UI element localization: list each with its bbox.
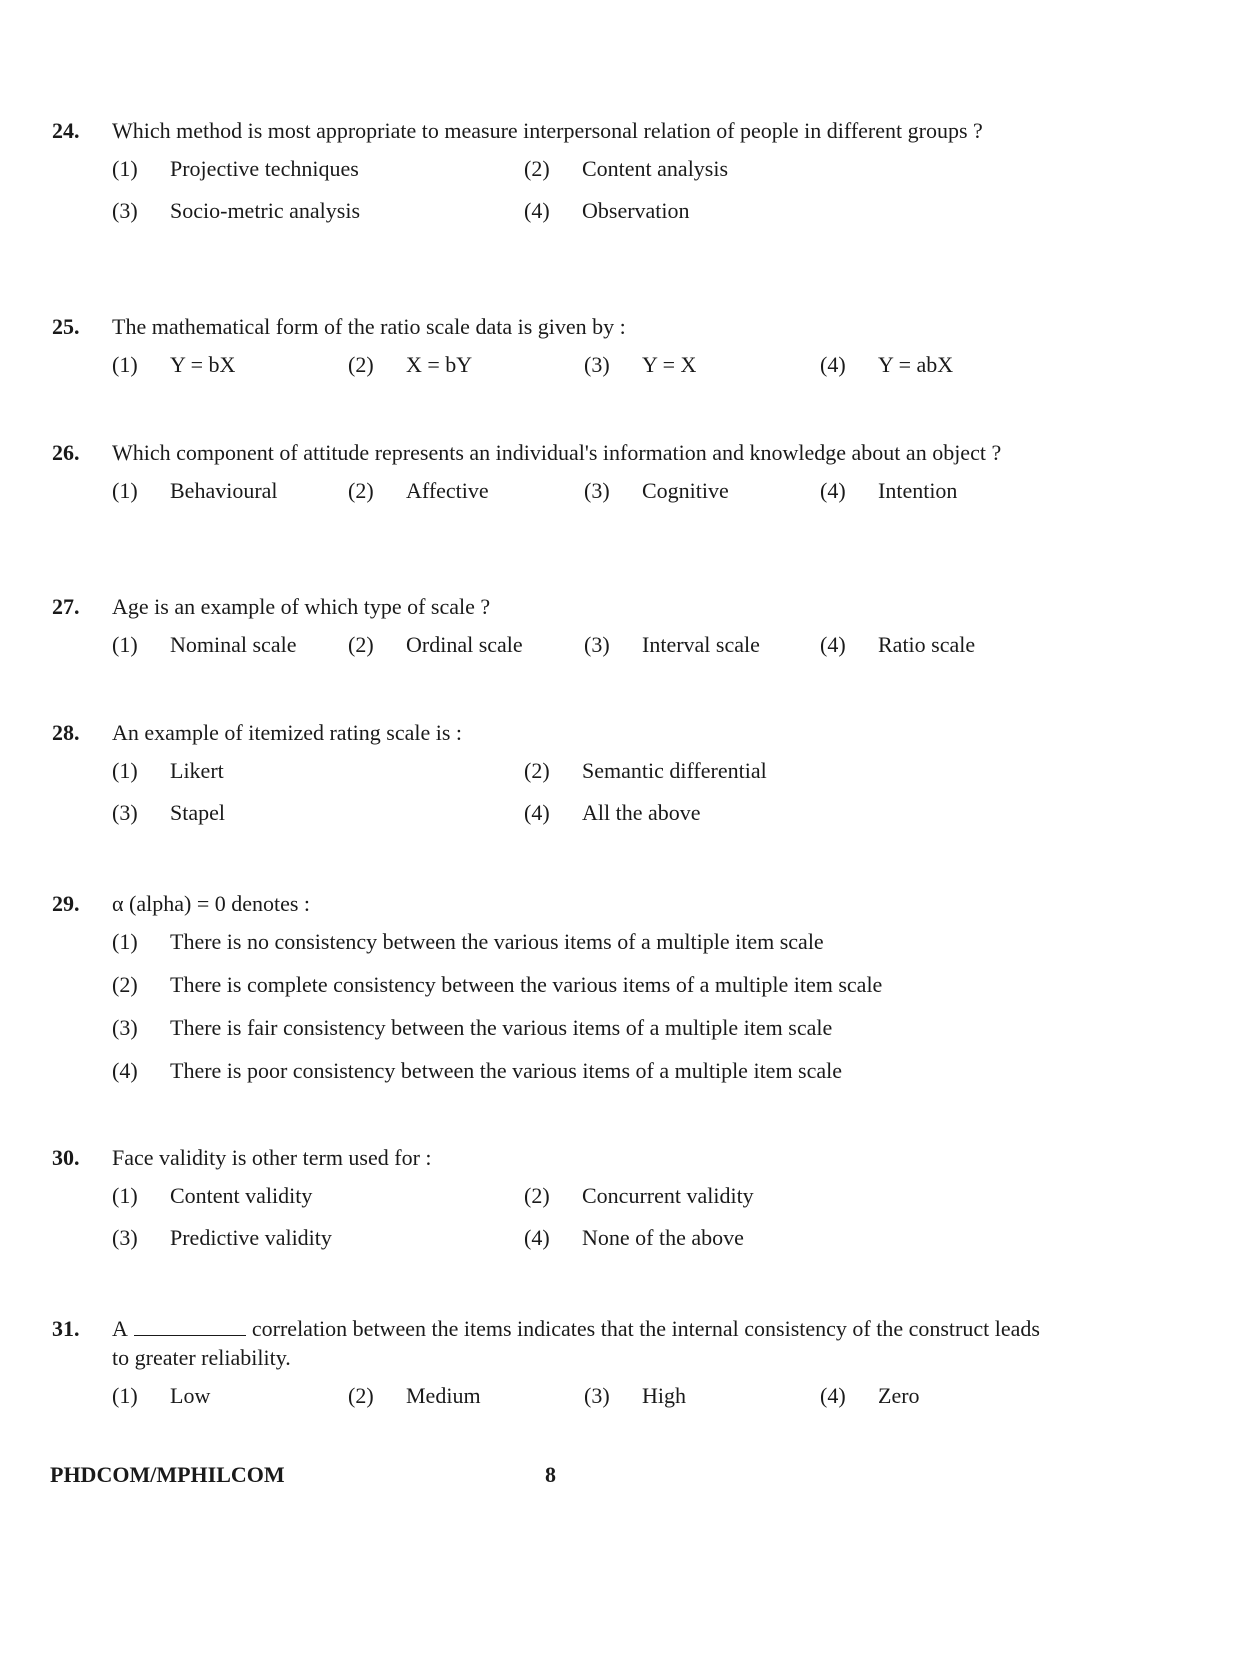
option-2: (2) There is complete consistency between the various items of a multiple item scale xyxy=(112,972,883,997)
question-number: 30. xyxy=(52,1145,80,1170)
question-text: Which method is most appropriate to measure interpersonal relation of people in different groups ? xyxy=(112,118,983,143)
page-number: 8 xyxy=(545,1462,556,1487)
question-text: Which component of attitude represents an individual's information and knowledge about an object ? xyxy=(112,440,1002,465)
option-2: (2) Concurrent validity xyxy=(524,1183,754,1208)
option-1: (1) Content validity xyxy=(112,1183,313,1208)
option-4: (4) None of the above xyxy=(524,1225,744,1250)
question-28 xyxy=(52,718,1060,840)
option-2: (2) Content analysis xyxy=(524,156,729,181)
question-text-start: A xyxy=(112,1316,128,1341)
option-4: (4) Y = abX xyxy=(820,352,954,377)
option-2: (2) X = bY xyxy=(348,352,473,377)
question-26 xyxy=(52,438,1060,518)
option-4: (4) Ratio scale xyxy=(820,632,976,657)
option-2: (2) Semantic differential xyxy=(524,758,767,783)
option-1: (1) Nominal scale xyxy=(112,632,297,657)
question-number: 26. xyxy=(52,440,80,465)
question-number: 27. xyxy=(52,594,80,619)
option-4: (4) There is poor consistency between the various items of a multiple item scale xyxy=(112,1058,843,1083)
question-text: Age is an example of which type of scale ? xyxy=(112,594,491,619)
option-3: (3) Interval scale xyxy=(584,632,760,657)
question-text-end: correlation between the items indicates that the internal consistency of the construct leads to greater reliability. xyxy=(112,1316,1040,1370)
option-4: (4) Intention xyxy=(820,478,958,503)
question-25 xyxy=(52,312,1060,392)
option-3: (3) Stapel xyxy=(112,800,225,825)
option-4: (4) Zero xyxy=(820,1383,920,1408)
question-27 xyxy=(52,592,1060,672)
option-3: (3) High xyxy=(584,1383,686,1408)
question-number: 24. xyxy=(52,118,80,143)
option-4: (4) Observation xyxy=(524,198,690,223)
option-4: (4) All the above xyxy=(524,800,701,825)
option-2: (2) Ordinal scale xyxy=(348,632,523,657)
question-text: α (alpha) = 0 denotes : xyxy=(112,891,311,916)
option-3: (3) There is fair consistency between the various items of a multiple item scale xyxy=(112,1015,833,1040)
question-number: 25. xyxy=(52,314,80,339)
question-number: 28. xyxy=(52,720,80,745)
question-30 xyxy=(52,1143,1060,1265)
paper-code: PHDCOM/MPHILCOM xyxy=(50,1462,285,1487)
option-1: (1) Low xyxy=(112,1383,211,1408)
fill-in-blank xyxy=(134,1317,246,1336)
question-text: The mathematical form of the ratio scale data is given by : xyxy=(112,314,626,339)
option-1: (1) Y = bX xyxy=(112,352,236,377)
question-31 xyxy=(52,1314,1060,1423)
option-3: (3) Socio-metric analysis xyxy=(112,198,361,223)
option-1: (1) Likert xyxy=(112,758,224,783)
option-2: (2) Medium xyxy=(348,1383,481,1408)
question-text: An example of itemized rating scale is : xyxy=(112,720,463,745)
question-number: 29. xyxy=(52,891,80,916)
question-text: Face validity is other term used for : xyxy=(112,1145,432,1170)
option-1: (1) Behavioural xyxy=(112,478,278,503)
option-1: (1) There is no consistency between the various items of a multiple item scale xyxy=(112,929,824,954)
question-24 xyxy=(52,116,1060,238)
option-2: (2) Affective xyxy=(348,478,489,503)
option-3: (3) Y = X xyxy=(584,352,697,377)
option-3: (3) Predictive validity xyxy=(112,1225,332,1250)
question-29 xyxy=(52,889,1060,1099)
option-3: (3) Cognitive xyxy=(584,478,729,503)
question-number: 31. xyxy=(52,1316,80,1341)
question-text xyxy=(112,1314,1060,1372)
option-1: (1) Projective techniques xyxy=(112,156,359,181)
